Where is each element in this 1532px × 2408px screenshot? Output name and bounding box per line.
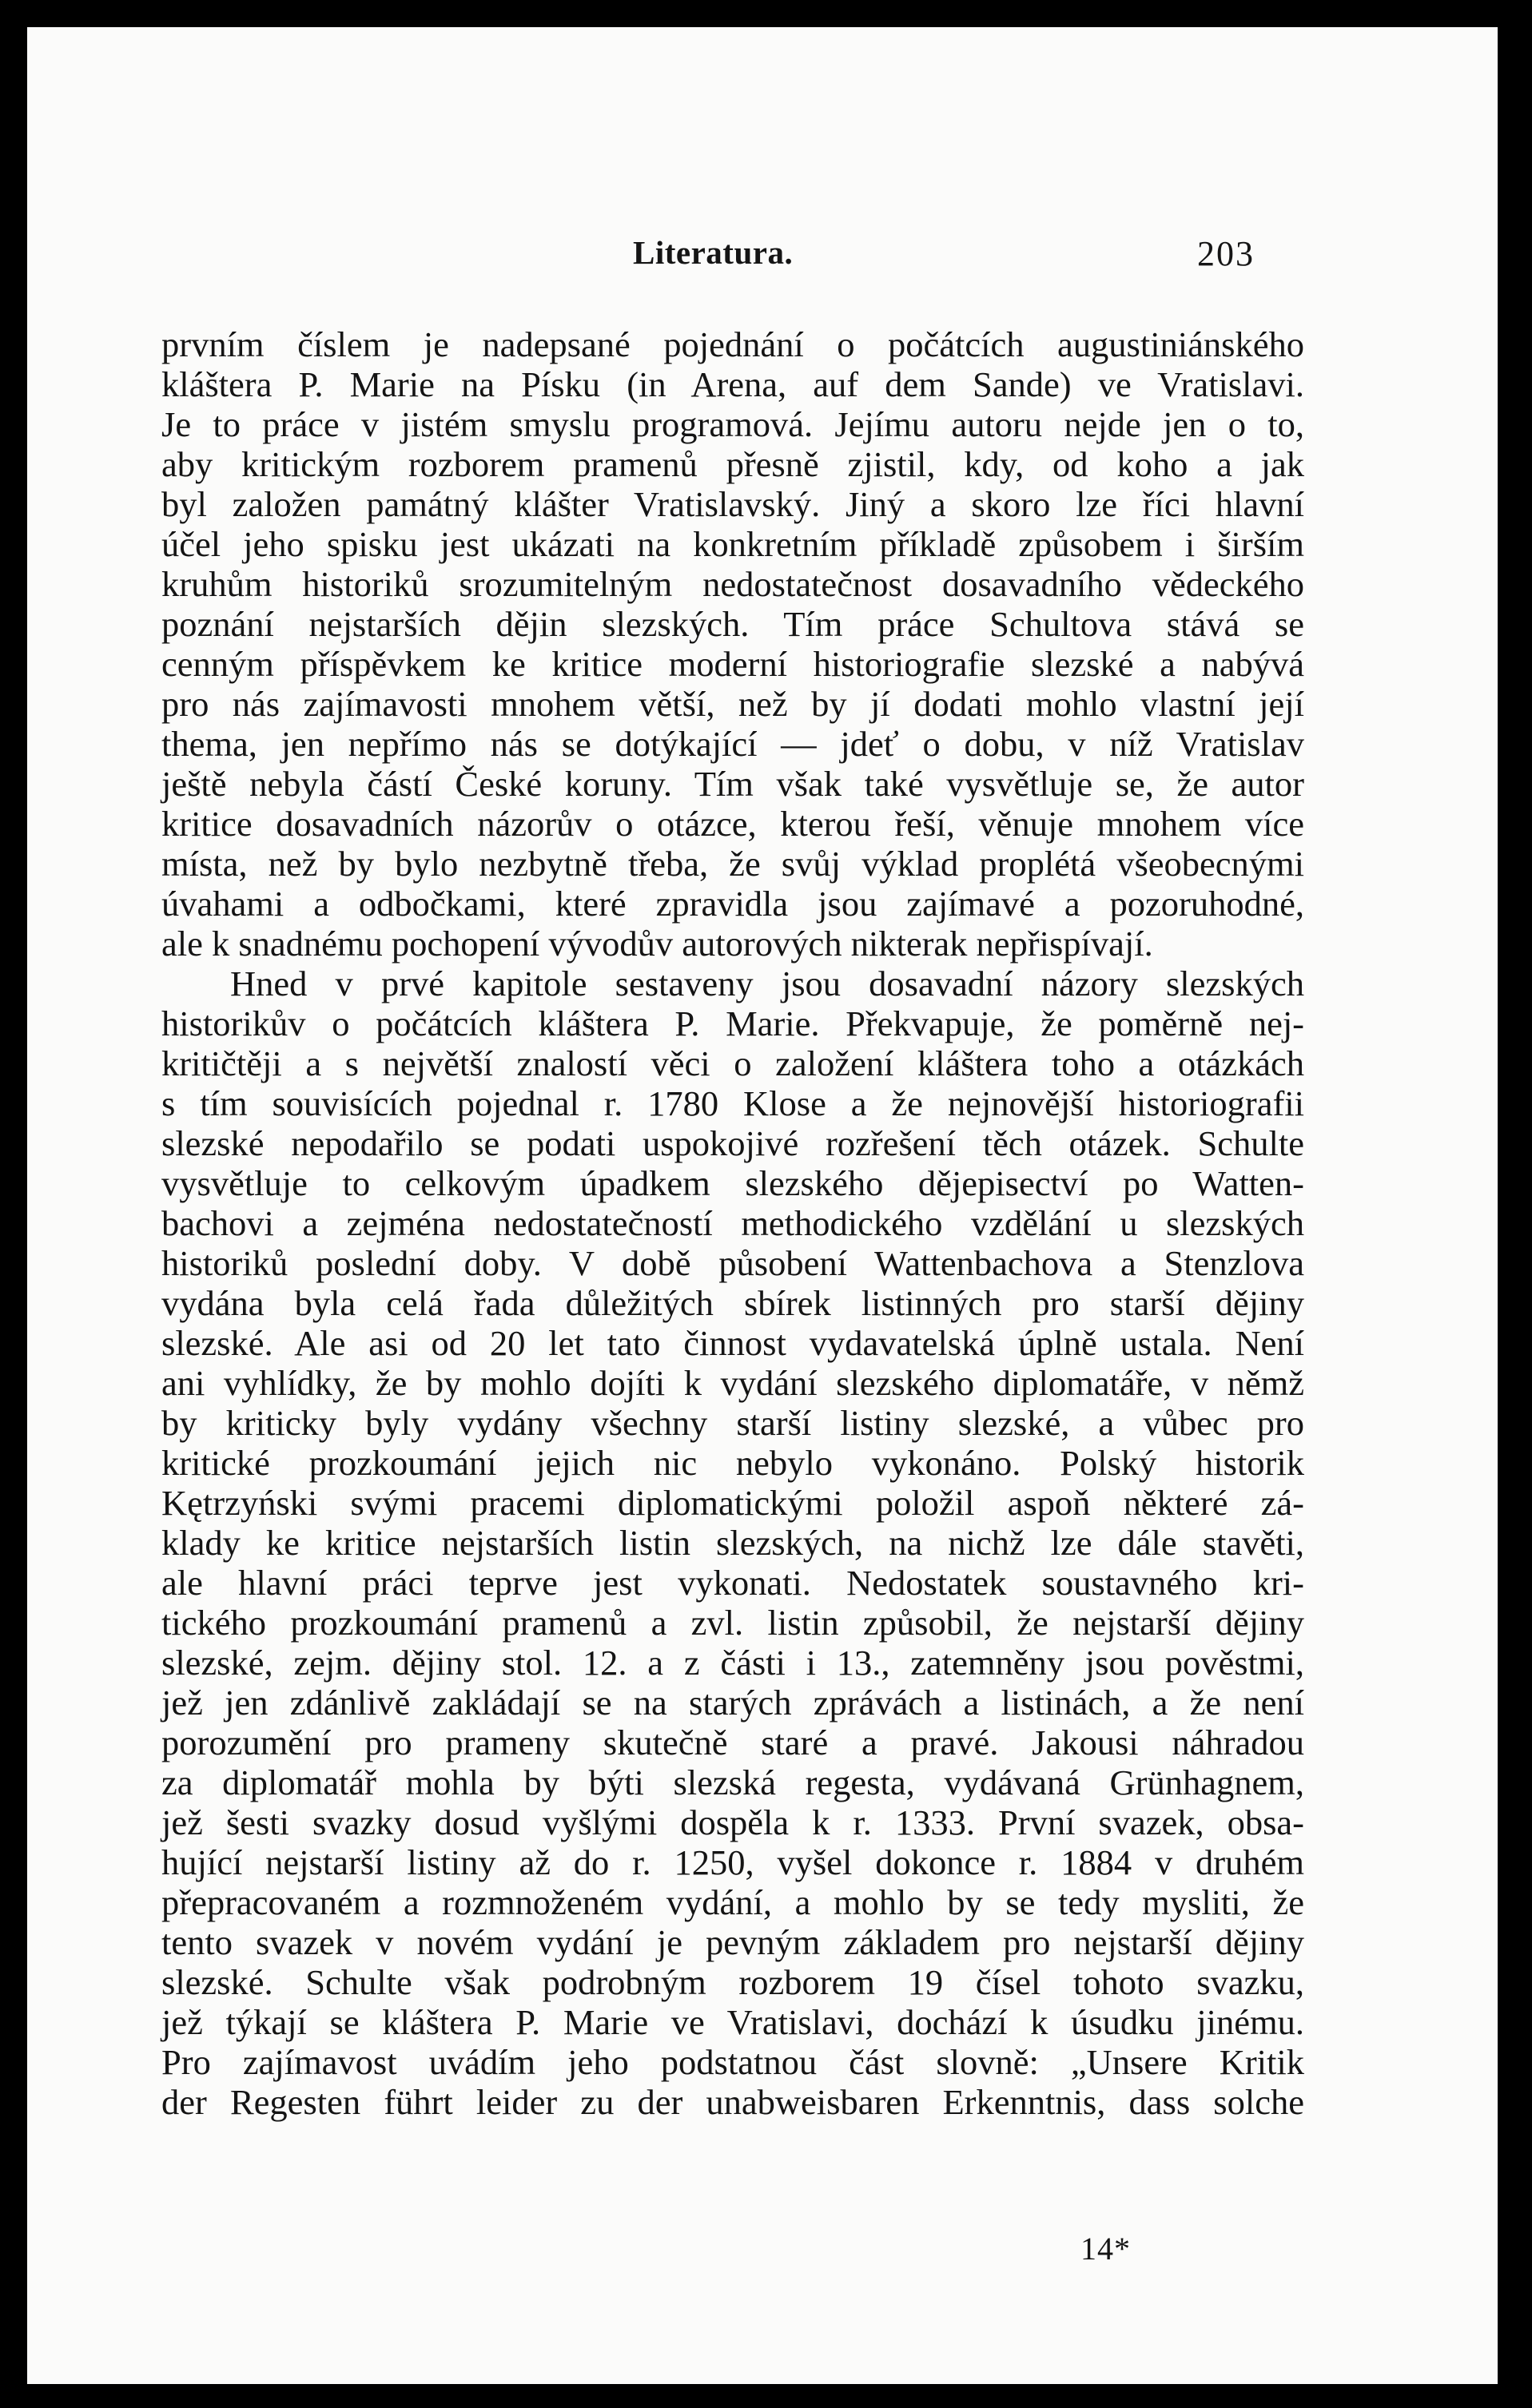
text-line: porozumění pro prameny skutečně staré a pravé. Jakousi náhradou	[161, 1723, 1304, 1762]
body-text	[161, 324, 1304, 2122]
text-line: kritice dosavadních názorův o otázce, kterou řeší, věnuje mnohem více	[161, 804, 1304, 844]
text-line: tento svazek v novém vydání je pevným základem pro nejstarší dějiny	[161, 1922, 1304, 1962]
text-line: slezské, zejm. dějiny stol. 12. a z části i 13., zatemněny jsou pověstmi,	[161, 1643, 1304, 1683]
text-line: ani vyhlídky, že by mohlo dojíti k vydání slezského diplomatáře, v němž	[161, 1363, 1304, 1403]
text-line: jež týkají se kláštera P. Marie ve Vratislavi, dochází k úsudku jinému.	[161, 2002, 1304, 2042]
text-line: kláštera P. Marie na Písku (in Arena, auf dem Sande) ve Vratislavi.	[161, 364, 1304, 404]
book-page	[27, 27, 1498, 2384]
text-line: klady ke kritice nejstarších listin slezských, na nichž lze dále stavěti,	[161, 1523, 1304, 1563]
text-line: ale hlavní práci teprve jest vykonati. Nedostatek soustavného kri-	[161, 1563, 1304, 1603]
paragraph-1	[161, 324, 1304, 964]
text-line: vysvětluje to celkovým úpadkem slezského dějepisectví po Watten-	[161, 1163, 1304, 1203]
text-line: přepracovaném a rozmnoženém vydání, a mohlo by se tedy mysliti, že	[161, 1882, 1304, 1922]
text-line: slezské nepodařilo se podati uspokojivé rozřešení těch otázek. Schulte	[161, 1123, 1304, 1163]
text-line: vydána byla celá řada důležitých sbírek listinných pro starší dějiny	[161, 1283, 1304, 1323]
text-line: poznání nejstarších dějin slezských. Tím práce Schultova stává se	[161, 604, 1304, 644]
text-line: Je to práce v jistém smyslu programová. Jejímu autoru nejde jen o to,	[161, 404, 1304, 444]
text-line: byl založen památný klášter Vratislavský. Jiný a skoro lze říci hlavní	[161, 484, 1304, 524]
text-line: s tím souvisících pojednal r. 1780 Klose a že nejnovější historiografii	[161, 1083, 1304, 1123]
text-line: hující nejstarší listiny až do r. 1250, vyšel dokonce r. 1884 v druhém	[161, 1842, 1304, 1882]
text-line: ještě nebyla částí České koruny. Tím však také vysvětluje se, že autor	[161, 764, 1304, 804]
text-line: historikův o počátcích kláštera P. Marie. Překvapuje, že poměrně nej-	[161, 1003, 1304, 1043]
text-line: kritičtěji a s největší znalostí věci o založení kláštera toho a otázkách	[161, 1043, 1304, 1083]
text-line: thema, jen nepřímo nás se dotýkající — jdeť o dobu, v níž Vratislav	[161, 724, 1304, 764]
text-line: Pro zajímavost uvádím jeho podstatnou část slovně: „Unsere Kritik	[161, 2042, 1304, 2082]
text-line: tického prozkoumání pramenů a zvl. listin způsobil, že nejstarší dějiny	[161, 1603, 1304, 1643]
text-line: jež šesti svazky dosud vyšlými dospěla k r. 1333. První svazek, obsa-	[161, 1802, 1304, 1842]
text-line: slezské. Ale asi od 20 let tato činnost vydavatelská úplně ustala. Není	[161, 1323, 1304, 1363]
text-line: pro nás zajímavosti mnohem větší, než by jí dodati mohlo vlastní její	[161, 684, 1304, 724]
text-line: by kriticky byly vydány všechny starší listiny slezské, a vůbec pro	[161, 1403, 1304, 1443]
text-line: kruhům historiků srozumitelným nedostatečnost dosavadního vědeckého	[161, 564, 1304, 604]
text-line: za diplomatář mohla by býti slezská regesta, vydávaná Grünhagnem,	[161, 1762, 1304, 1802]
text-line: prvním číslem je nadepsané pojednání o počátcích augustiniánského	[161, 324, 1304, 364]
text-line: ale k snadnému pochopení vývodův autorových nikterak nepřispívají.	[161, 924, 1153, 964]
text-line: bachovi a zejména nedostatečností methodického vzdělání u slezských	[161, 1203, 1304, 1243]
page-number: 203	[1197, 234, 1255, 273]
text-line: jež jen zdánlivě zakládají se na starých zprávách a listinách, a že není	[161, 1683, 1304, 1723]
text-line: der Regesten führt leider zu der unabweisbaren Erkenntnis, dass solche	[161, 2082, 1304, 2122]
text-line: účel jeho spisku jest ukázati na konkretním příkladě způsobem i širším	[161, 524, 1304, 564]
text-line: historiků poslední doby. V době působení Wattenbachova a Stenzlova	[161, 1243, 1304, 1283]
text-line: slezské. Schulte však podrobným rozborem 19 čísel tohoto svazku,	[161, 1962, 1304, 2002]
text-line: kritické prozkoumání jejich nic nebylo vykonáno. Polský historik	[161, 1443, 1304, 1483]
text-line: místa, než by bylo nezbytně třeba, že svůj výklad proplétá všeobecnými	[161, 844, 1304, 884]
printer-signature-mark: 14*	[1080, 2231, 1131, 2267]
text-line: Hned v prvé kapitole sestaveny jsou dosavadní názory slezských	[230, 964, 1304, 1003]
text-line: aby kritickým rozborem pramenů přesně zjistil, kdy, od koho a jak	[161, 444, 1304, 484]
text-line: úvahami a odbočkami, které zpravidla jsou zajímavé a pozoruhodné,	[161, 884, 1304, 924]
paragraph-2	[161, 964, 1304, 2122]
running-title: Literatura.	[633, 234, 794, 271]
page-header	[27, 233, 1498, 281]
text-line: Kętrzyński svými pracemi diplomatickými položil aspoň některé zá-	[161, 1483, 1304, 1523]
text-line: cenným příspěvkem ke kritice moderní historiografie slezské a nabývá	[161, 644, 1304, 684]
